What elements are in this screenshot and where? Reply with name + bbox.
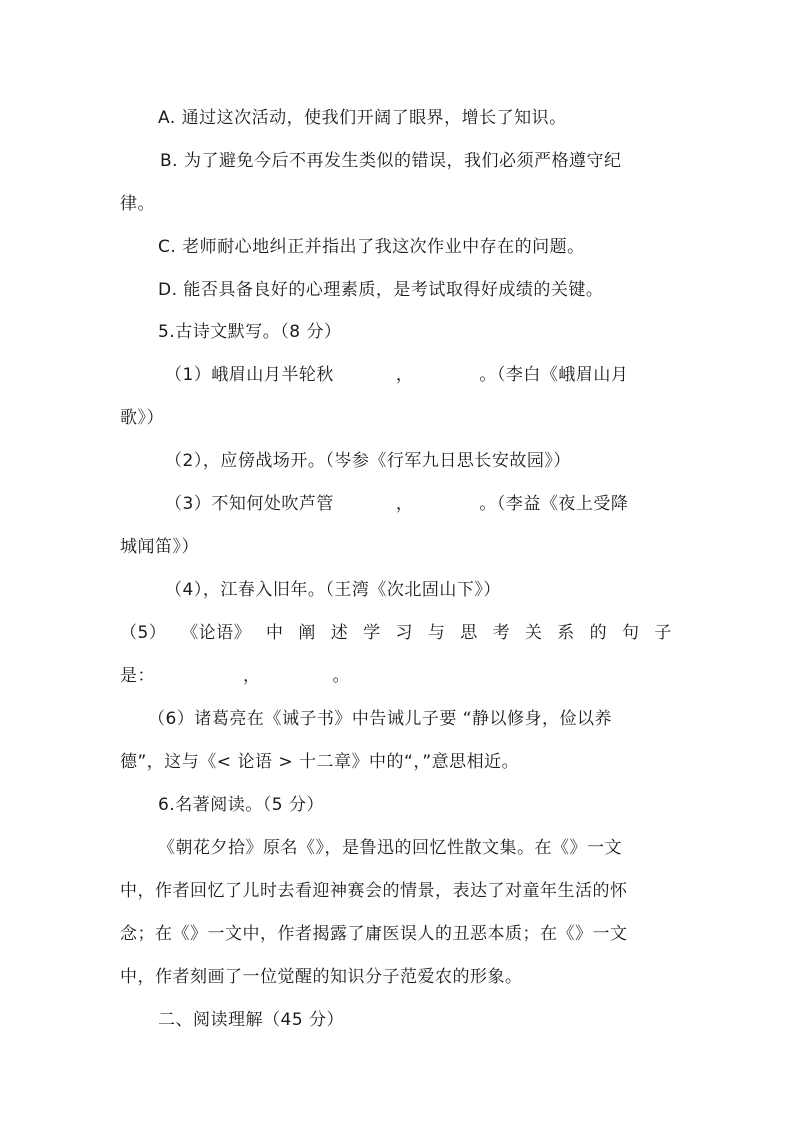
reading-para-line-2: 中，作者回忆了儿时去看迎神赛会的情景，表达了对童年生活的怀 bbox=[120, 881, 628, 901]
question-3-prefix: （3）不知何处吹芦管 bbox=[165, 494, 334, 514]
question-5-answer-prefix: 是： bbox=[120, 666, 155, 686]
question-5-char: 学 bbox=[363, 623, 381, 643]
question-5-char: 《论语》 bbox=[181, 623, 252, 643]
section-5-heading: 5.古诗文默写。（8 分） bbox=[158, 322, 342, 342]
question-5-char: （5） bbox=[120, 623, 167, 643]
reading-para-line-4: 中，作者刻画了一位觉醒的知识分子范爱农的形象。 bbox=[120, 967, 523, 987]
question-3-comma: ， bbox=[395, 494, 414, 514]
question-1 bbox=[165, 365, 628, 385]
question-5-char: 阐 bbox=[298, 623, 316, 643]
question-5-comma: ， bbox=[243, 666, 261, 686]
question-5-char: 习 bbox=[395, 623, 413, 643]
section-6-heading: 6.名著阅读。（5 分） bbox=[158, 795, 324, 815]
question-5 bbox=[120, 623, 672, 643]
question-1-period: 。 bbox=[479, 365, 497, 385]
question-5-char: 系 bbox=[557, 623, 575, 643]
question-5-char: 考 bbox=[492, 623, 511, 643]
question-5-char: 中 bbox=[266, 623, 284, 643]
question-2: （2），应傍战场开。（岑参《行军九日思长安故园》） bbox=[165, 451, 571, 471]
section-2-heading: 二、阅读理解（45 分） bbox=[158, 1010, 345, 1030]
question-3-cont: 城闻笛》） bbox=[120, 537, 199, 557]
option-a: A. 通过这次活动，使我们开阔了眼界，增长了知识。 bbox=[158, 108, 567, 128]
question-4: （4），江春入旧年。（王湾《次北固山下》） bbox=[165, 580, 501, 600]
question-5-char: 句 bbox=[622, 623, 640, 643]
question-6: （6）诸葛亮在《诫子书》中告诫儿子要 “静以修身，俭以养 bbox=[148, 709, 613, 729]
reading-para-line-3: 念；在《》一文中，作者揭露了庸医误人的丑恶本质；在《》一文 bbox=[120, 924, 628, 944]
question-1-prefix: （1）峨眉山月半轮秋 bbox=[165, 365, 334, 385]
question-5-char: 与 bbox=[427, 623, 446, 643]
question-5-char: 思 bbox=[460, 623, 478, 643]
question-1-cont: 歌》） bbox=[120, 408, 164, 428]
option-c: C. 老师耐心地纠正并指出了我这次作业中存在的问题。 bbox=[158, 237, 585, 257]
reading-para-line-1: 《朝花夕拾》原名《》，是鲁迅的回忆性散文集。在《》一文 bbox=[158, 838, 622, 858]
question-5-answer bbox=[120, 666, 350, 686]
question-5-char: 子 bbox=[654, 623, 672, 643]
option-b: B. 为了避免今后不再发生类似的错误，我们必须严格遵守纪 bbox=[160, 151, 622, 171]
question-3-source: （李益《夜上受降 bbox=[496, 494, 629, 514]
option-b-cont: 律。 bbox=[120, 194, 155, 214]
option-d: D. 能否具备良好的心理素质，是考试取得好成绩的关键。 bbox=[158, 280, 604, 300]
question-5-char: 的 bbox=[589, 623, 608, 643]
question-6-cont: 德”，这与《< 论语 > 十二章》中的“，”意思相近。 bbox=[120, 752, 520, 772]
question-1-source: （李白《峨眉山月 bbox=[496, 365, 629, 385]
question-5-char: 述 bbox=[330, 623, 349, 643]
question-5-char: 关 bbox=[524, 623, 543, 643]
question-3 bbox=[165, 494, 628, 514]
question-5-period: 。 bbox=[332, 666, 350, 686]
question-3-period: 。 bbox=[479, 494, 497, 514]
question-1-comma: ， bbox=[395, 365, 414, 385]
